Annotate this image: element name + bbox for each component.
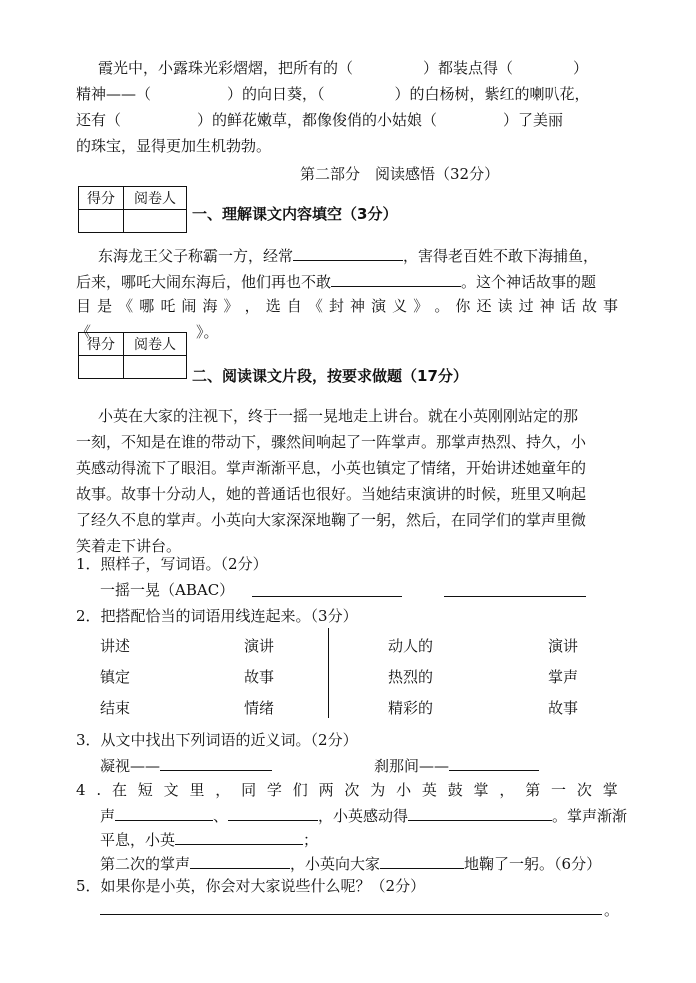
q4-char: 第 <box>525 781 541 799</box>
section1-char: 选 <box>265 297 281 315</box>
intro-line-4: 的珠宝，显得更加生机勃勃。 <box>76 137 272 155</box>
intro-line-1 <box>98 58 588 78</box>
q4-char: 掌 <box>602 781 618 799</box>
q5-answer-line[interactable] <box>100 914 602 915</box>
q4-char: 为 <box>370 781 386 799</box>
section1-char: 过 <box>518 297 534 315</box>
q4-char: 两 <box>318 781 334 799</box>
q4-char: 4 <box>76 781 86 799</box>
section1-char: 是 <box>97 297 113 315</box>
q4-text: ，小英感动得 <box>318 807 409 825</box>
section1-char: ， <box>244 297 260 315</box>
q2-word[interactable]: 掌声 <box>548 668 579 686</box>
fill-blank[interactable] <box>331 270 461 287</box>
intro-text: ）的白杨树，紫红的喇叭花， <box>394 85 590 103</box>
section1-char: 目 <box>76 297 92 315</box>
intro-text: 精神——（ <box>76 85 152 103</box>
section1-para-1 <box>98 244 598 266</box>
q4-text: 、 <box>213 807 229 825</box>
grader-cell[interactable] <box>124 210 187 233</box>
score-table-2 <box>78 332 187 379</box>
q4-line-4 <box>100 852 601 874</box>
grader-cell[interactable] <box>124 356 187 379</box>
intro-text: ）都装点得（ <box>423 59 514 77</box>
section1-title: 一、理解课文内容填空（3分） <box>192 205 398 223</box>
grader-header: 阅卷人 <box>124 187 187 210</box>
q4-text: 地鞠了一躬。（6分） <box>464 855 602 873</box>
grader-header: 阅卷人 <box>124 333 187 356</box>
q4-char: ， <box>499 781 515 799</box>
q4-text: 声 <box>100 807 116 825</box>
passage-line: 了经久不息的掌声。小英向大家深深地鞠了一躬，然后，在同学们的掌声里微 <box>76 511 587 529</box>
q2-word[interactable]: 结束 <box>100 699 131 717</box>
fill-blank[interactable] <box>380 852 464 869</box>
q4-char: 次 <box>344 781 360 799</box>
q1-answer-line-2[interactable] <box>444 596 586 597</box>
section1-char: 你 <box>455 297 471 315</box>
q4-text: 第二次的掌声 <box>100 855 191 873</box>
q3-word: 凝视—— <box>100 757 161 775</box>
q2-word[interactable]: 演讲 <box>548 637 579 655</box>
score-cell[interactable] <box>79 210 124 233</box>
q3-title: 3．从文中找出下列词语的近义词。（2分） <box>76 731 358 749</box>
q2-word[interactable]: 镇定 <box>100 668 131 686</box>
intro-text: ） <box>573 59 589 77</box>
q4-char: 鼓 <box>447 781 463 799</box>
q4-char: 次 <box>576 781 592 799</box>
score-header: 得分 <box>79 333 124 356</box>
section1-char: 自 <box>286 297 302 315</box>
section1-text: ，害得老百姓不敢下海捕鱼， <box>403 247 599 265</box>
fill-blank[interactable] <box>115 804 213 821</box>
section1-char: 还 <box>476 297 492 315</box>
section2-title: 二、阅读课文片段，按要求做题（17分） <box>192 367 468 385</box>
q5-title: 5．如果你是小英，你会对大家说些什么呢？（2分） <box>76 877 426 895</box>
section1-char: 闹 <box>181 297 197 315</box>
q2-word[interactable]: 情绪 <box>244 699 275 717</box>
q1-title: 1．照样子，写词语。（2分） <box>76 555 268 573</box>
section1-char: 《 <box>118 297 134 315</box>
q4-text: ，小英向大家 <box>290 855 381 873</box>
q4-line-1 <box>76 780 618 800</box>
q2-word[interactable]: 讲述 <box>100 637 131 655</box>
q4-char: 小 <box>396 781 412 799</box>
q3-word: 刹那间—— <box>374 757 450 775</box>
q4-char: 里 <box>189 781 205 799</box>
section1-char: 义 <box>392 297 408 315</box>
section1-char: 吒 <box>160 297 176 315</box>
q4-char: 英 <box>421 781 437 799</box>
intro-text: ）的向日葵，（ <box>227 85 325 103</box>
section1-para-4-close: 》。 <box>196 323 219 341</box>
fill-blank[interactable] <box>408 804 552 821</box>
intro-line-2 <box>76 84 590 104</box>
q4-char: 同 <box>241 781 257 799</box>
q2-word[interactable]: 故事 <box>548 699 579 717</box>
section1-char: 神 <box>350 297 366 315</box>
intro-text: ）了美丽 <box>503 111 564 129</box>
section1-char: 《 <box>307 297 323 315</box>
section1-char: 》 <box>413 297 429 315</box>
intro-text: 霞光中，小露珠光彩熠熠，把所有的（ <box>98 59 354 77</box>
q2-word[interactable]: 演讲 <box>244 637 275 655</box>
intro-line-3 <box>76 110 563 130</box>
fill-blank[interactable] <box>175 828 303 845</box>
q4-char: 们 <box>292 781 308 799</box>
q4-char: 在 <box>111 781 127 799</box>
q2-word[interactable]: 热烈的 <box>388 668 434 686</box>
intro-text: 还有（ <box>76 111 122 129</box>
fill-blank[interactable] <box>190 852 290 869</box>
q4-char: . <box>96 781 102 799</box>
section1-char: 故 <box>581 297 597 315</box>
q4-text: 。掌声渐渐 <box>552 807 628 825</box>
q2-divider <box>328 628 329 718</box>
passage-line: 小英在大家的注视下，终于一摇一晃地走上讲台。就在小英刚刚站定的那 <box>98 407 579 425</box>
section1-char: 神 <box>539 297 555 315</box>
fill-blank[interactable] <box>160 754 272 771</box>
passage-line: 故事。故事十分动人，她的普通话也很好。当她结束演讲的时候，班里又响起 <box>76 485 587 503</box>
section1-char: 事 <box>602 297 618 315</box>
passage-line: 英感动得流下了眼泪。掌声渐渐平息，小英也镇定了情绪，开始讲述她童年的 <box>76 459 587 477</box>
q1-example: 一摇一晃（ABAC） <box>100 581 235 599</box>
score-header: 得分 <box>79 187 124 210</box>
passage-line: 一刻，不知是在谁的带动下，骤然间响起了一阵掌声。那掌声热烈、持久，小 <box>76 433 587 451</box>
score-cell[interactable] <box>79 356 124 379</box>
section1-text: 。这个神话故事的题 <box>461 273 597 291</box>
q4-text: ； <box>303 831 319 849</box>
section1-para-3 <box>76 296 618 316</box>
section1-char: 》 <box>223 297 239 315</box>
q4-line-3 <box>100 828 318 850</box>
section1-text: 东海龙王父子称霸一方，经常 <box>98 247 294 265</box>
section1-char: 。 <box>434 297 450 315</box>
q2-title: 2．把搭配恰当的词语用线连起来。（3分） <box>76 607 358 625</box>
q4-char: 短 <box>137 781 153 799</box>
q4-char: 学 <box>266 781 282 799</box>
fill-blank[interactable] <box>293 244 403 261</box>
fill-blank[interactable] <box>449 754 539 771</box>
fill-blank[interactable] <box>228 804 318 821</box>
score-table-1 <box>78 186 187 233</box>
section1-text: 后来，哪吒大闹东海后，他们再也不敢 <box>76 273 332 291</box>
q4-text: 平息，小英 <box>100 831 176 849</box>
section1-char: 读 <box>497 297 513 315</box>
q2-word[interactable]: 故事 <box>244 668 275 686</box>
intro-text: ）的鲜花嫩草，都像俊俏的小姑娘（ <box>197 111 438 129</box>
section1-char: 封 <box>328 297 344 315</box>
section1-char: 话 <box>560 297 576 315</box>
section1-char: 海 <box>202 297 218 315</box>
section1-para-2 <box>76 270 596 292</box>
passage-line: 笑着走下讲台。 <box>76 537 182 555</box>
q3-item-2 <box>374 754 539 776</box>
q5-end-mark: 。 <box>604 901 620 919</box>
q4-line-2 <box>100 804 627 826</box>
q4-char: 文 <box>163 781 179 799</box>
q2-word[interactable]: 精彩的 <box>388 699 434 717</box>
q4-char: ， <box>215 781 231 799</box>
q4-char: 掌 <box>473 781 489 799</box>
section1-para-4-open: 《 <box>76 323 92 341</box>
section1-char: 哪 <box>139 297 155 315</box>
part2-title: 第二部分 阅读感悟（32分） <box>300 165 500 183</box>
q4-char: 一 <box>551 781 567 799</box>
q1-answer-line-1[interactable] <box>252 596 402 597</box>
q2-word[interactable]: 动人的 <box>388 637 434 655</box>
section1-char: 演 <box>371 297 387 315</box>
q3-item-1 <box>100 754 272 776</box>
